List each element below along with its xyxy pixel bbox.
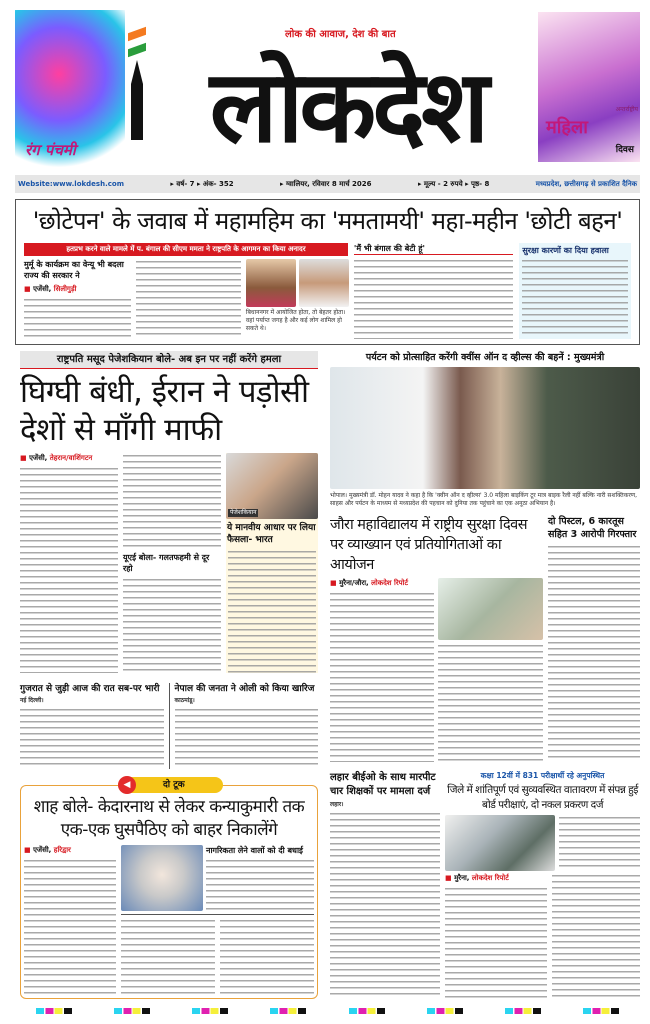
gujarat-headline: गुजरात से जुड़ी आज की रात सब-पर भारी bbox=[20, 684, 160, 694]
lahar-body bbox=[330, 811, 440, 999]
lahar-board-row bbox=[330, 771, 640, 999]
jaura-photo bbox=[438, 578, 543, 640]
jaura-body-col2 bbox=[438, 643, 543, 762]
lead-sub: मुर्मू के कार्यक्रम का वेन्यू भी बदला राज्य की सरकार ने bbox=[24, 260, 124, 280]
byline-place: लोकदेश रिपोर्ट bbox=[471, 874, 509, 882]
board-top bbox=[445, 815, 640, 871]
year: वर्ष- 7 bbox=[176, 179, 195, 188]
board-bottom bbox=[445, 873, 640, 999]
price-wrap: ▸ मूल्य - 2 रुपये ▸ पृष्ठ- 8 bbox=[417, 179, 490, 188]
pistol-headline: दो पिस्टल, 6 कारतूस सहित 3 आरोपी गिरफ्तार bbox=[548, 516, 637, 540]
issue: अंक- 352 bbox=[202, 179, 234, 188]
womens-day-sub: दिवस bbox=[615, 145, 634, 155]
jaura-body-col1 bbox=[330, 591, 434, 762]
side2-body bbox=[522, 258, 628, 337]
photo-caption: पेजेशकियान bbox=[230, 509, 257, 516]
jaura-byline: ■ मुरैना/जौरा, लोकदेश रिपोर्ट bbox=[330, 579, 408, 587]
price: मूल्य - 2 रुपये bbox=[423, 179, 463, 188]
date: ग्वालियर, रविवार 8 मार्च 2026 bbox=[286, 179, 372, 188]
president-photo bbox=[246, 259, 296, 307]
board-byline: ■ मुरैना, लोकदेश रिपोर्ट bbox=[445, 874, 509, 882]
lahar-dateline: लहार। bbox=[330, 801, 344, 808]
iran-headline: घिग्घी बंधी, ईरान ने पड़ोसी देशों से माँगी माफी bbox=[20, 374, 309, 448]
jaura-story bbox=[330, 515, 543, 762]
iran-body bbox=[20, 453, 318, 673]
box-body bbox=[228, 549, 316, 673]
jaura-pistol-row bbox=[330, 515, 640, 762]
byline-place: हरिद्वार bbox=[53, 846, 71, 854]
jaura-col2 bbox=[438, 578, 543, 762]
right-column bbox=[330, 351, 640, 999]
do-took-banner bbox=[118, 777, 223, 793]
left-column bbox=[20, 351, 318, 999]
lead-columns bbox=[24, 243, 631, 339]
logo: लोकदेश bbox=[209, 48, 486, 165]
lead-byline: ■ एजेंसी, सिलीगुड़ी bbox=[24, 285, 77, 293]
iran-col2 bbox=[123, 453, 221, 673]
lead-banner: हतप्रभ करने वाले मामले में प. बंगाल की सीएम ममता ने राष्ट्रपति के आगमन का किया अनादर bbox=[24, 243, 348, 256]
lahar-headline: लहार बीईओ के साथ मारपीट चार शिक्षकों पर मामला दर्ज bbox=[330, 772, 436, 797]
lead-body-col2 bbox=[136, 259, 241, 339]
jaura-col1 bbox=[330, 578, 434, 762]
side2-title: सुरक्षा कारणों का दिया हवाला bbox=[522, 246, 609, 255]
lead-main-cols bbox=[24, 259, 348, 339]
lead-col1 bbox=[24, 259, 131, 339]
womens-day-title: महिला bbox=[546, 117, 588, 138]
main-columns bbox=[15, 351, 640, 999]
pen-icon bbox=[128, 30, 146, 150]
lead-caption: बिधाननगर में आयोजित होता, तो बेहतर होता। वहां पर्याप्त जगह है और कई लोग शामिल हो सकते थे। bbox=[245, 309, 346, 332]
pistol-story bbox=[548, 515, 640, 762]
lead-headline: 'छोटेपन' के जवाब में महामहिम का 'ममतामयी' महा-महीन 'छोटी बहन' bbox=[32, 207, 623, 235]
tourism-headline: पर्यटन को प्रोत्साहित करेंगी क्वींस ऑन द व्हील्स की बहनें : मुख्यमंत्री bbox=[365, 352, 605, 363]
board-body-col1 bbox=[445, 886, 547, 999]
do-took-col1 bbox=[24, 845, 116, 995]
do-took-sub: नागरिकता लेने वालों को दी बधाई bbox=[206, 846, 303, 855]
do-took-bottom bbox=[121, 918, 314, 995]
byline-agency: एजेंसी, bbox=[33, 285, 52, 293]
byline-place: तेहरान/वाशिंगटन bbox=[49, 454, 93, 462]
send-icon: ◀ bbox=[118, 776, 136, 794]
pistol-body bbox=[548, 544, 640, 762]
do-took-body-col1 bbox=[24, 858, 116, 995]
byline-agency: एजेंसी, bbox=[29, 454, 48, 462]
pezeshkian-photo bbox=[226, 453, 318, 519]
lead-body-col1 bbox=[24, 297, 131, 339]
do-took-top bbox=[121, 845, 314, 911]
board-story bbox=[445, 771, 640, 999]
edition-number: ▸ वर्ष- 7 ▸ अंक- 352 bbox=[170, 179, 234, 188]
do-took-byline: ■ एजेंसी, हरिद्वार bbox=[24, 846, 71, 854]
tourism-photo bbox=[330, 367, 640, 489]
do-took-headline: शाह बोले- केदारनाथ से लेकर कन्याकुमारी तक एक-एक घुसपैठिए को बाहर निकालेंगे bbox=[33, 797, 305, 840]
board-body-col2 bbox=[552, 873, 640, 999]
board-headline: जिले में शांतिपूर्ण एवं सुव्यवस्थित वातावरण में संपन्न हुई बोर्ड परीक्षाएं, दो नकल प्रकरण दर्ज bbox=[447, 784, 638, 811]
byline-place: लोकदेश रिपोर्ट bbox=[371, 579, 408, 587]
nepal-headline: नेपाल की जनता ने ओली को किया खारिज bbox=[174, 684, 315, 694]
gujarat-dateline: नई दिल्ली। bbox=[20, 697, 44, 704]
side1-title: 'मैं भी बंगाल की बेटी हूं' bbox=[354, 243, 513, 255]
side1-body bbox=[354, 258, 513, 339]
lead-col3 bbox=[246, 259, 348, 339]
womens-day-small: अन्तर्राष्ट्रीय bbox=[615, 106, 638, 113]
nepal-body bbox=[175, 707, 319, 769]
divider bbox=[121, 914, 314, 915]
holi-art-label: रंग पंचमी bbox=[25, 141, 76, 159]
iran-body-col2b bbox=[123, 577, 221, 673]
do-took-body-col2 bbox=[121, 918, 215, 995]
website-link[interactable]: Website:www.lokdesh.com bbox=[18, 180, 124, 188]
byline-agency: मुरैना/जौरा, bbox=[339, 579, 369, 587]
lead-main bbox=[24, 243, 348, 339]
iran-kicker: राष्ट्रपति मसूद पेजेशकियान बोले- अब इन पर नहीं करेंगे हमला bbox=[20, 351, 318, 369]
iran-byline: ■ एजेंसी, तेहरान/वाशिंगटन bbox=[20, 454, 93, 462]
pages: पृष्ठ- 8 bbox=[471, 179, 490, 188]
do-took-body-col3 bbox=[220, 918, 314, 995]
column-divider bbox=[169, 683, 170, 769]
gujarat-nepal-row bbox=[20, 683, 318, 769]
iran-sub1: यूएई बोला- गलतफहमी से दूर रहो bbox=[123, 552, 221, 574]
holi-art bbox=[15, 10, 125, 170]
exam-photo bbox=[445, 815, 555, 871]
lahar-story bbox=[330, 771, 440, 999]
lead-story bbox=[15, 199, 640, 345]
do-took-box bbox=[20, 780, 318, 999]
board-col1 bbox=[445, 873, 547, 999]
shah-photo bbox=[121, 845, 203, 911]
cm-photo bbox=[299, 259, 349, 307]
jaura-headline: जौरा महाविद्यालय में राष्ट्रीय सुरक्षा दिवस पर व्याख्यान एवं प्रतियोगिताओं का आयोजन bbox=[330, 517, 528, 573]
byline-agency: मुरैना, bbox=[454, 874, 470, 882]
editions: मध्यप्रदेश, छत्तीसगढ़ से प्रकाशित दैनिक bbox=[535, 179, 637, 188]
womens-day-art bbox=[538, 12, 640, 162]
do-took-right bbox=[121, 845, 314, 995]
byline-place: सिलीगुड़ी bbox=[53, 285, 77, 293]
iran-col1 bbox=[20, 453, 118, 673]
page-body bbox=[15, 199, 640, 999]
byline-agency: एजेंसी, bbox=[33, 846, 52, 854]
tourism-caption: भोपाल। मुख्यमंत्री डॉ. मोहन यादव ने कहा है कि 'क्वीन ऑन द व्हील्स' 3.0 महिला बाइकिंग टूर मात्र बाइक रैली नहीं बल्कि नारी सशक्तिकरण, साहस और पर्यटन के माध्यम से मध्यप्रदेश की पहचान को दुनिया तक पहुंचाने का एक अनूठा अभियान है। bbox=[330, 492, 638, 507]
jaura-cols bbox=[330, 578, 543, 762]
iran-body-col1 bbox=[20, 466, 118, 673]
board-kicker: कक्षा 12वीं में 831 परीक्षार्थी रहे अनुपस्थित bbox=[480, 771, 605, 780]
gujarat-story bbox=[20, 683, 164, 769]
iran-col3 bbox=[226, 453, 318, 673]
nepal-story bbox=[175, 683, 319, 769]
side2-box bbox=[519, 243, 631, 339]
iran-body-col2a bbox=[123, 453, 221, 549]
do-took-sub-col bbox=[206, 845, 314, 911]
lead-photos bbox=[246, 259, 348, 307]
do-took-label: दो टूक bbox=[163, 780, 185, 790]
board-body-right-top bbox=[559, 815, 640, 871]
date-wrap: ▸ ग्वालियर, रविवार 8 मार्च 2026 bbox=[280, 179, 372, 188]
lead-side1 bbox=[354, 243, 513, 339]
nepal-dateline: काठमांडू। bbox=[174, 697, 195, 704]
info-bar bbox=[15, 175, 640, 193]
gujarat-body bbox=[20, 707, 164, 769]
do-took-cols bbox=[24, 845, 314, 995]
do-took-sub-body bbox=[206, 858, 314, 911]
registration-marks bbox=[15, 1008, 640, 1014]
box-title: ये मानवीय आधार पर लिया फैसला- भारत bbox=[227, 523, 316, 545]
tagline: लोक की आवाज, देश की बात bbox=[285, 29, 396, 40]
